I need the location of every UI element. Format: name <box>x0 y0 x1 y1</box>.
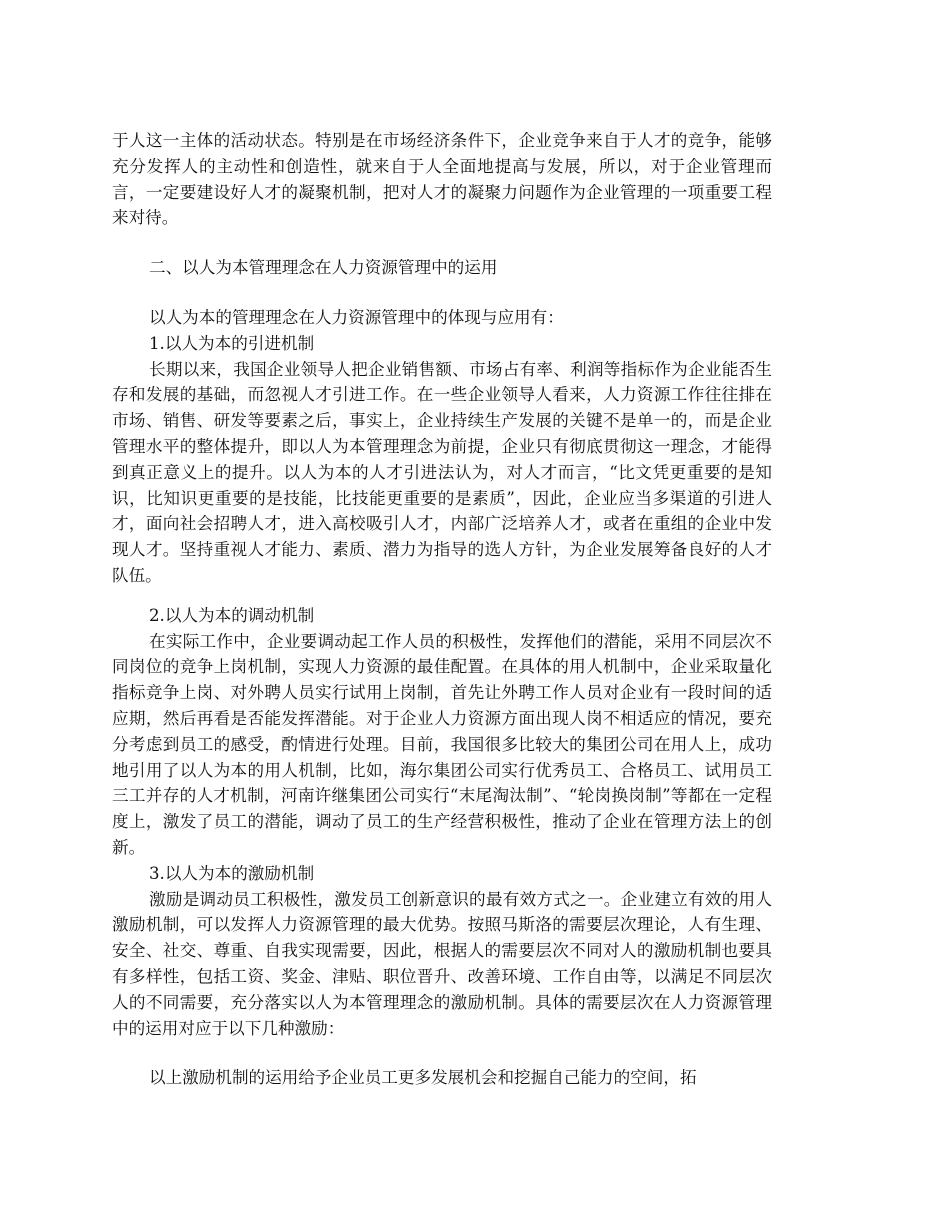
subheading-introduction-mechanism: 1.以人为本的引进机制 <box>149 333 315 353</box>
paragraph-incentive-mechanism: 激励是调动员工积极性，激发员工创新意识的最有效方式之一。企业建立有效的用人激励机制，可以发挥人力资源管理的最大优势。按照马斯洛的需要层次理论，人有生理、安全、社交、尊重、自我实现需要，因此，根据人的需要层次不同对人的激励机制也要具有多样性，包括工资、奖金、津贴、职位晋升、改善环境、工作自由等，以满足不同层次人的不同需要，充分落实以人为本管理理念的激励机制。具体的需要层次在人力资源管理中的运用对应于以下几种激励： <box>112 889 772 1038</box>
subheading-incentive-mechanism: 3.以人为本的激励机制 <box>149 863 315 883</box>
document-page <box>112 128 772 1091</box>
paragraph-continuation: 于人这一主体的活动状态。特别是在市场经济条件下，企业竞争来自于人才的竞争，能够充分发挥人的主动性和创造性，就来自于人全面地提高与发展，所以，对于企业管理而言，一定要建设好人才的凝聚机制，把对人才的凝聚力问题作为企业管理的一项重要工程来对待。 <box>112 131 772 228</box>
paragraph-closing: 以上激励机制的运用给予企业员工更多发展机会和挖掘自己能力的空间，拓 <box>149 1068 697 1088</box>
subheading-mobilization-mechanism: 2.以人为本的调动机制 <box>149 605 315 625</box>
paragraph-introduction-mechanism: 长期以来，我国企业领导人把企业销售额、市场占有率、利润等指标作为企业能否生存和发展的基础，而忽视人才引进工作。在一些企业领导人看来，人力资源工作往往排在市场、销售、研发等要素之后，事实上，企业持续生产发展的关键不是单一的，而是企业管理水平的整体提升，即以人为本管理理念为前提，企业只有彻底贯彻这一理念，才能得到真正意义上的提升。以人为本的人才引进法认为，对人才而言，“比文凭更重要的是知识，比知识更重要的是技能，比技能更重要的是素质”，因此，企业应当多渠道的引进人才，面向社会招聘人才，进入高校吸引人才，内部广泛培养人才，或者在重组的企业中发现人才。坚持重视人才能力、素质、潜力为指导的选人方针，为企业发展筹备良好的人才队伍。 <box>112 359 772 585</box>
section-intro: 以人为本的管理理念在人力资源管理中的体现与应用有： <box>149 307 564 327</box>
paragraph-mobilization-mechanism: 在实际工作中，企业要调动起工作人员的积极性，发挥他们的潜能，采用不同层次不同岗位的竞争上岗机制，实现人力资源的最佳配置。在具体的用人机制中，企业采取量化指标竞争上岗、对外聘人员实行试用上岗制，首先让外聘工作人员对企业有一段时间的适应期，然后再看是否能发挥潜能。对于企业人力资源方面出现人岗不相适应的情况，要充分考虑到员工的感受，酌情进行处理。目前，我国很多比较大的集团公司在用人上，成功地引用了以人为本的用人机制，比如，海尔集团公司实行优秀员工、合格员工、试用员工三工并存的人才机制，河南许继集团公司实行“末尾淘汰制”、“轮岗换岗制”等都在一定程度上，激发了员工的潜能，调动了员工的生产经营积极性，推动了企业在管理方法上的创新。 <box>112 631 772 857</box>
section-heading: 二、以人为本管理理念在人力资源管理中的运用 <box>149 258 498 278</box>
